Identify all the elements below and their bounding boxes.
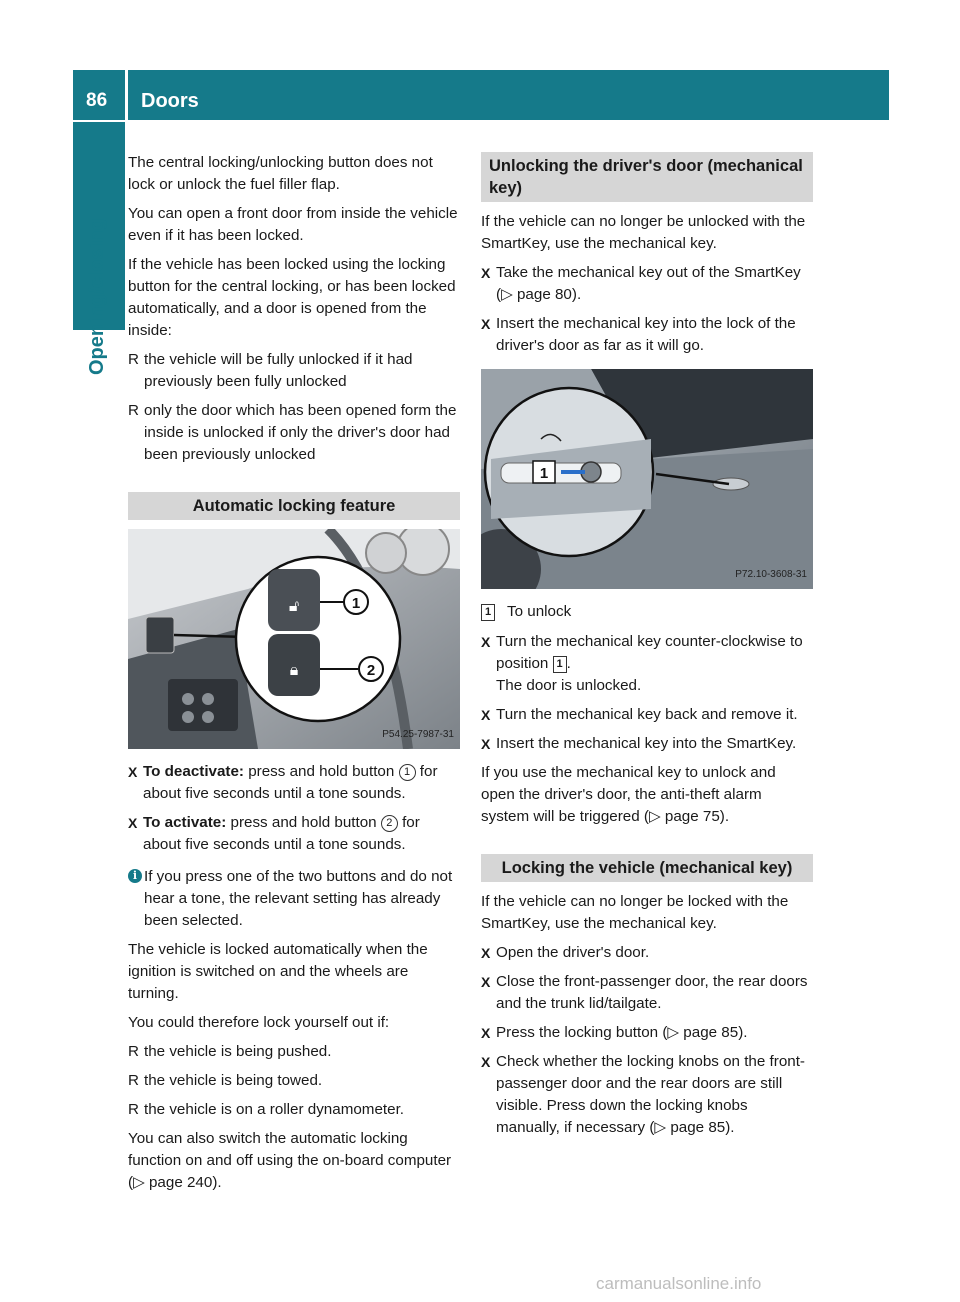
- chapter-label: Opening/closing: [86, 218, 108, 375]
- ref-arrow-icon: ▷: [501, 286, 513, 303]
- step-marker-icon: X: [481, 1054, 491, 1070]
- instruction-step: X Turn the mechanical key counter-clockwise to position 1 . The door is unlocked.: [481, 633, 803, 694]
- paragraph: The central locking/unlocking button does not lock or unlock the fuel filler flap.: [128, 154, 433, 193]
- step-marker-icon: X: [481, 707, 491, 723]
- list-item: R the vehicle is being pushed.: [128, 1041, 460, 1063]
- door-switch-figure: [128, 529, 460, 749]
- callout-2: 2: [366, 662, 376, 679]
- paragraph: You can open a front door from inside the vehicle even if it has been locked.: [128, 205, 458, 244]
- instruction-step: X Insert the mechanical key into the lock of the driver's door as far as it will go.: [481, 315, 796, 354]
- info-icon: i: [128, 869, 142, 883]
- bullet-icon: R: [128, 402, 139, 419]
- header-divider: [125, 70, 128, 120]
- right-column: [481, 152, 813, 1146]
- list-item: R only the door which has been opened form the inside is unlocked if only the driver's door had been previously unlocked: [128, 402, 457, 463]
- button-ref-badge: 1: [399, 764, 416, 781]
- page-number: 86: [86, 90, 108, 111]
- callout-1: 1: [351, 595, 361, 612]
- instruction-step: X Close the front-passenger door, the rear doors and the trunk lid/tailgate.: [481, 973, 808, 1012]
- page-reference-link[interactable]: page 80: [516, 286, 572, 303]
- bullet-icon: R: [128, 1101, 139, 1118]
- legend-number-badge: 1: [481, 604, 495, 621]
- door-switch-illustration: [128, 529, 460, 749]
- paragraph: You can also switch the automatic locking function on and off using the on-board computer (▷ page 240).: [128, 1130, 452, 1191]
- position-badge: 1: [553, 656, 567, 673]
- ref-arrow-icon: ▷: [654, 1119, 667, 1136]
- instruction-step: X Take the mechanical key out of the SmartKey (▷ page 80).: [481, 264, 801, 303]
- door-lock-figure: [481, 369, 813, 589]
- ref-arrow-icon: ▷: [648, 808, 661, 825]
- list-item: R the vehicle will be fully unlocked if it had previously been fully unlocked: [128, 351, 413, 390]
- page-reference-link[interactable]: page 75: [664, 808, 720, 825]
- instruction-step: X Insert the mechanical key into the SmartKey.: [481, 733, 813, 755]
- instruction-step: X Turn the mechanical key back and remove it.: [481, 704, 813, 726]
- callout-1: 1: [539, 465, 549, 482]
- ref-arrow-icon: ▷: [133, 1174, 145, 1191]
- instruction-step: X To deactivate: press and hold button 1 for about five seconds until a tone sounds.: [128, 763, 438, 802]
- bullet-icon: R: [128, 351, 139, 368]
- section-heading: Automatic locking feature: [128, 492, 460, 520]
- bullet-icon: R: [128, 1043, 139, 1060]
- step-marker-icon: X: [481, 945, 491, 961]
- door-lock-illustration: [481, 369, 813, 589]
- step-marker-icon: X: [481, 265, 491, 281]
- figure-legend: 1 To unlock: [481, 601, 813, 623]
- step-marker-icon: X: [481, 634, 491, 650]
- paragraph: The vehicle is locked automatically when the ignition is switched on and the wheels are turning.: [128, 941, 428, 1002]
- step-marker-icon: X: [481, 1025, 491, 1041]
- button-ref-badge: 2: [381, 815, 398, 832]
- step-marker-icon: X: [481, 974, 491, 990]
- step-marker-icon: X: [128, 764, 138, 780]
- instruction-step: X To activate: press and hold button 2 for about five seconds until a tone sounds.: [128, 814, 420, 853]
- paragraph: If you use the mechanical key to unlock and open the driver's door, the anti-theft alarm system will be triggered (▷ page 75).: [481, 764, 776, 825]
- paragraph: If the vehicle can no longer be unlocked with the SmartKey, use the mechanical key.: [481, 213, 806, 252]
- paragraph: You could therefore lock yourself out if:: [128, 1014, 390, 1031]
- section-heading: Unlocking the driver's door (mechanical key): [481, 152, 813, 202]
- ref-arrow-icon: ▷: [667, 1024, 680, 1041]
- page-reference-link[interactable]: page 240: [148, 1174, 213, 1191]
- page-reference-link[interactable]: page 85: [683, 1024, 739, 1041]
- svg-text:🔓︎: 🔓︎: [288, 596, 300, 615]
- list-item: R the vehicle is being towed.: [128, 1070, 460, 1092]
- instruction-step: X Press the locking button (▷ page 85).: [481, 1022, 813, 1044]
- step-marker-icon: X: [481, 736, 491, 752]
- svg-text:🔒︎: 🔒︎: [289, 660, 299, 679]
- bullet-icon: R: [128, 1072, 139, 1089]
- step-marker-icon: X: [481, 316, 491, 332]
- page-reference-link[interactable]: page 85: [670, 1119, 726, 1136]
- info-note: i If you press one of the two buttons and do not hear a tone, the relevant setting has already been selected.: [128, 866, 460, 932]
- watermark: carmanualsonline.info: [596, 1274, 762, 1293]
- paragraph: If the vehicle has been locked using the locking button for the central locking, or has been locked automatically, and a door is opened from the inside:: [128, 256, 456, 339]
- instruction-step: X Open the driver's door.: [481, 942, 813, 964]
- step-marker-icon: X: [128, 815, 138, 831]
- left-column: [128, 152, 460, 1201]
- page-header: [73, 70, 889, 120]
- section-heading: Locking the vehicle (mechanical key): [481, 854, 813, 882]
- figure-code: P54.25-7987-31: [382, 729, 454, 740]
- paragraph: If the vehicle can no longer be locked with the SmartKey, use the mechanical key.: [481, 893, 789, 932]
- instruction-step: X Check whether the locking knobs on the front-passenger door and the rear doors are still visible. Press down the locking knobs manually, if necessary (▷ page 85).: [481, 1053, 805, 1136]
- figure-code: P72.10-3608-31: [735, 569, 807, 580]
- page-title: Doors: [141, 90, 199, 112]
- list-item: R the vehicle is on a roller dynamometer.: [128, 1099, 460, 1121]
